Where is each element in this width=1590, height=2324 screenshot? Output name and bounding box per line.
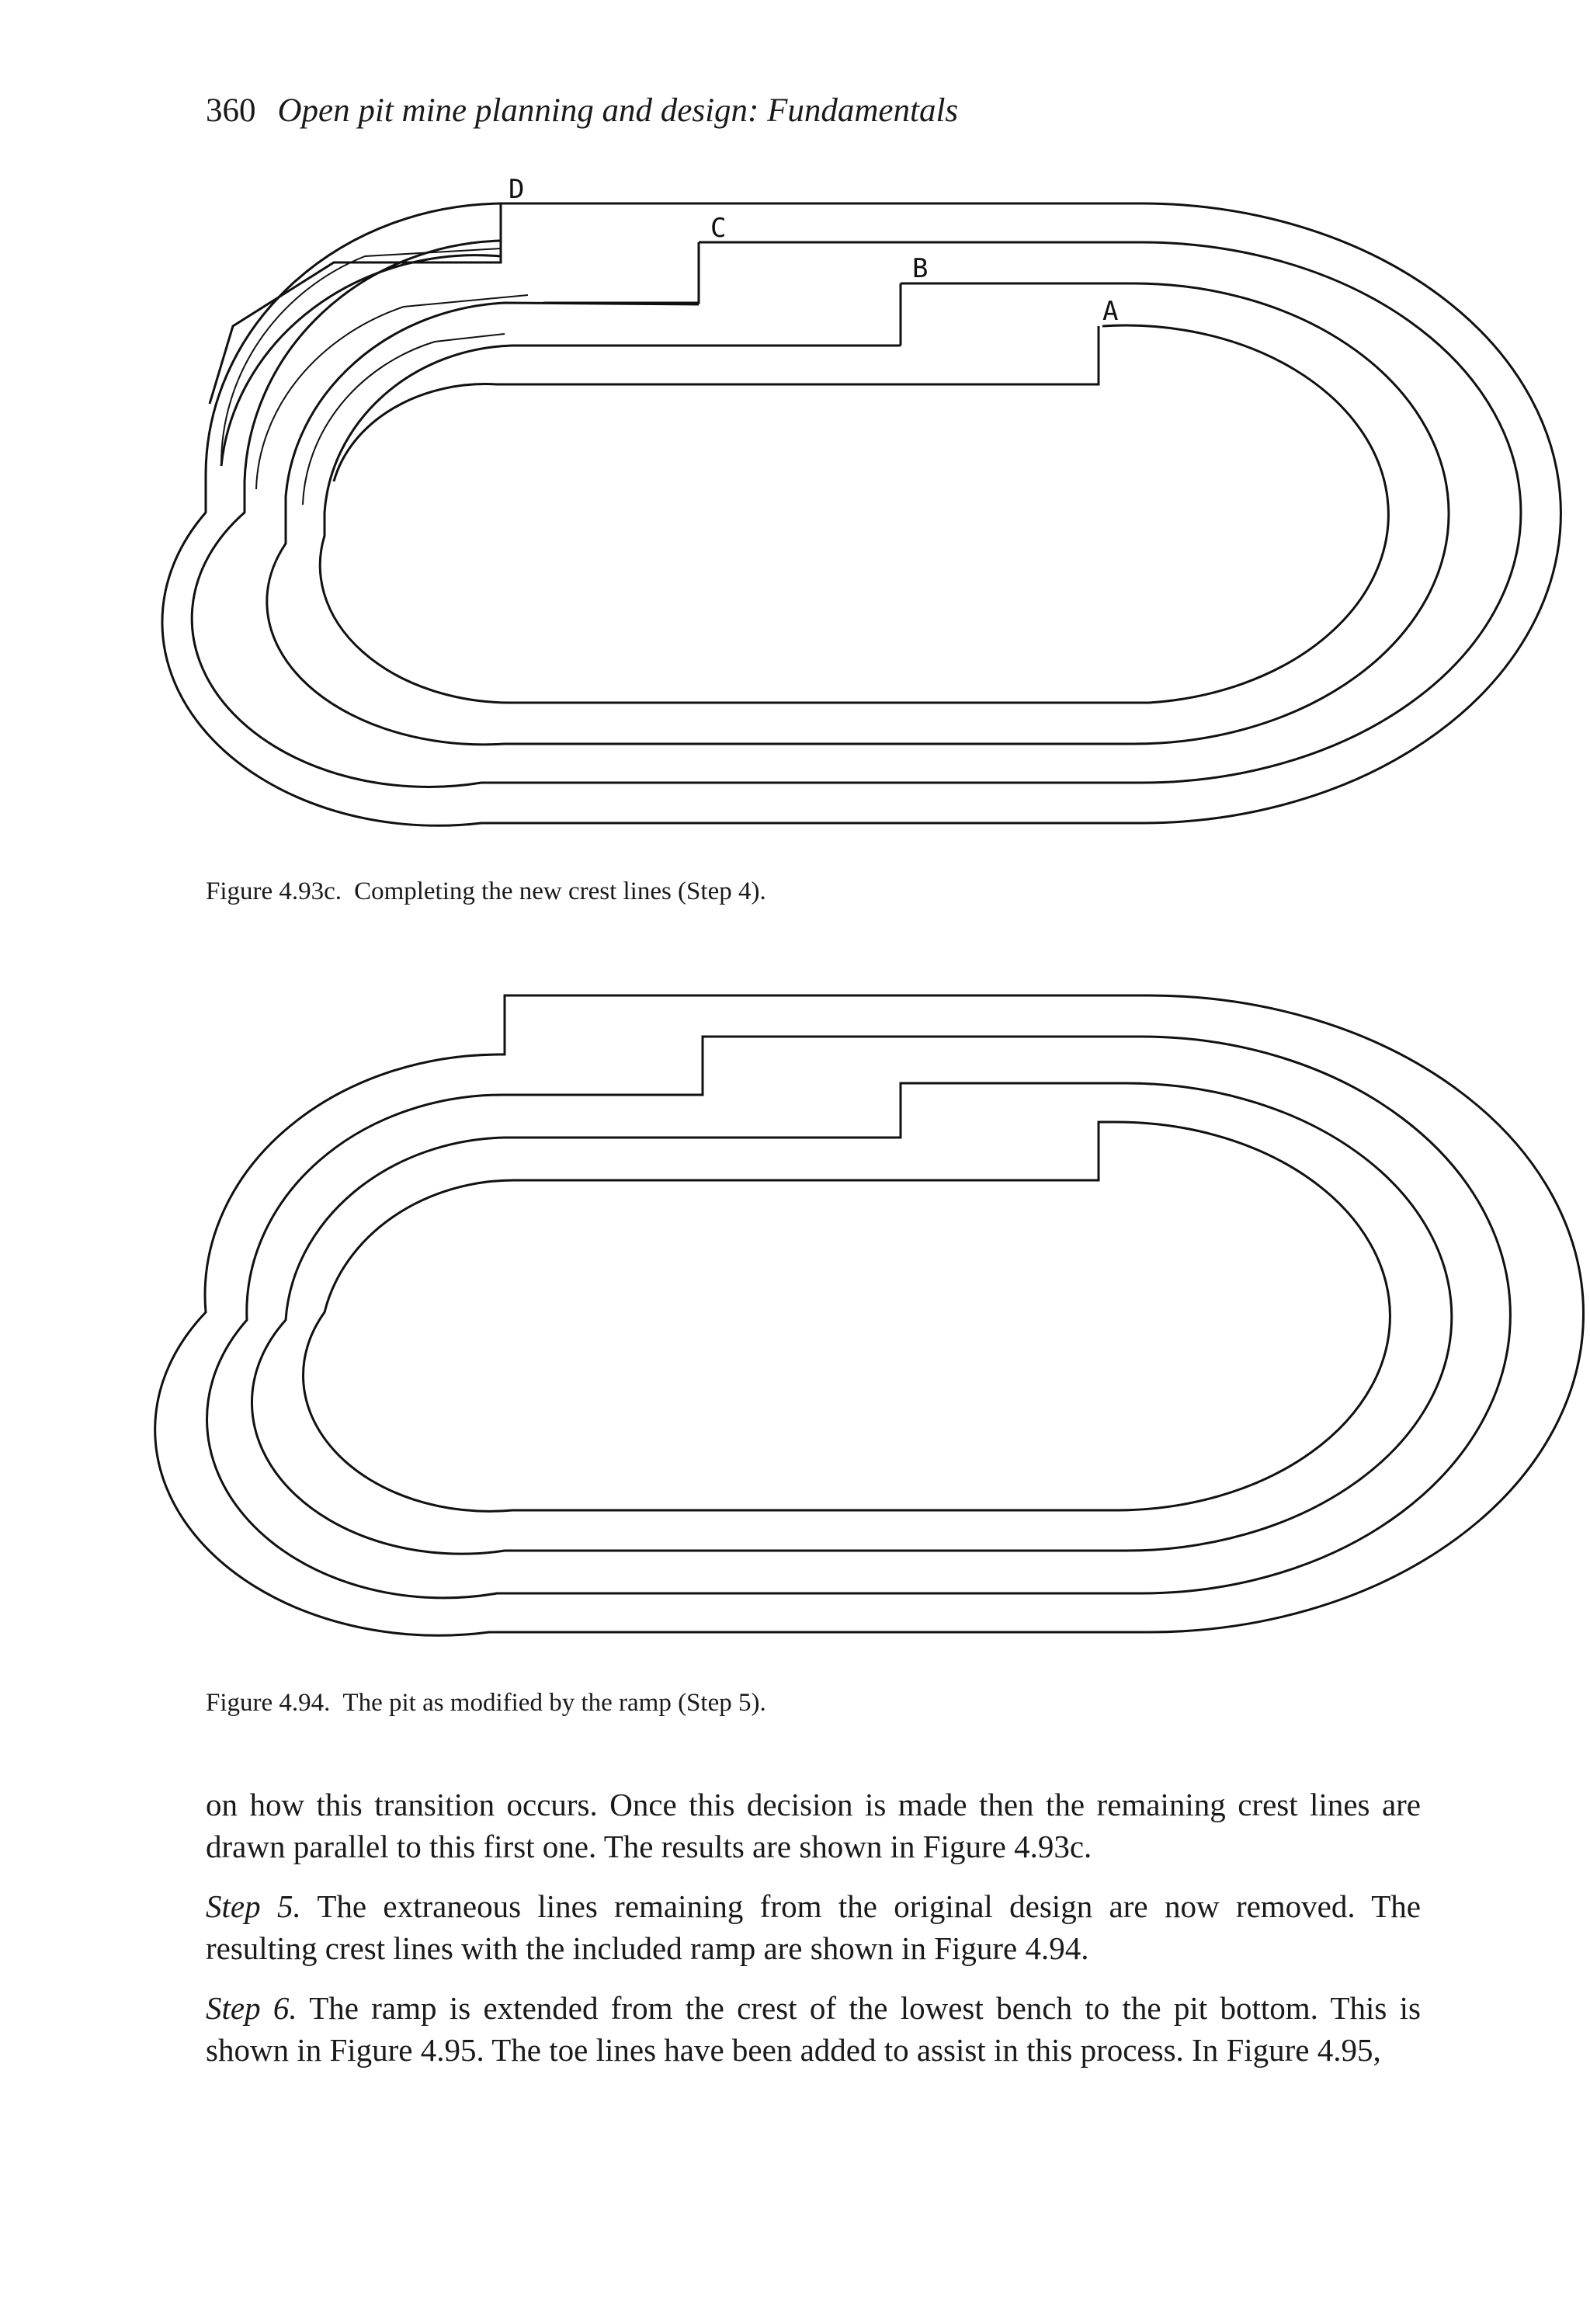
crest-line-4 xyxy=(304,1122,1390,1511)
caption-number: Figure 4.94. xyxy=(206,1689,331,1717)
label-a: A xyxy=(1102,296,1119,327)
caption-number: Figure 4.93c. xyxy=(206,877,342,905)
caption-text: The pit as modified by the ramp (Step 5). xyxy=(342,1689,766,1717)
figure-4-94-caption xyxy=(206,1689,766,1718)
paragraph-step-6 xyxy=(206,1987,1421,2071)
caption-text: Completing the new crest lines (Step 4). xyxy=(354,877,766,905)
page-number: 360 xyxy=(206,92,256,129)
step-label: Step 5. xyxy=(206,1888,301,1924)
paragraph-step-5 xyxy=(206,1885,1421,1969)
crest-line-3 xyxy=(252,1083,1451,1554)
crest-line-2 xyxy=(207,1037,1511,1598)
book-title: Open pit mine planning and design xyxy=(277,92,748,129)
step-label: Step 6. xyxy=(206,1990,297,2026)
label-d: D xyxy=(509,174,525,205)
paragraph-1: on how this transition occurs. Once this decision is made then the remaining crest lines are drawn parallel to this first one. The results are shown in Figure 4.93c. xyxy=(206,1787,1421,1864)
label-b: B xyxy=(912,253,929,284)
step-text: The ramp is extended from the crest of the lowest bench to the pit bottom. This is shown in Figure 4.95. The toe lines have been added to assist in this process. In Figure 4.95, xyxy=(206,1990,1421,2068)
label-c: C xyxy=(710,213,727,244)
step-text: The extraneous lines remaining from the original design are now removed. The resulting crest lines with the included ramp are shown in Figure 4.94. xyxy=(206,1888,1421,1966)
book-subtitle: : Fundamentals xyxy=(748,92,959,129)
